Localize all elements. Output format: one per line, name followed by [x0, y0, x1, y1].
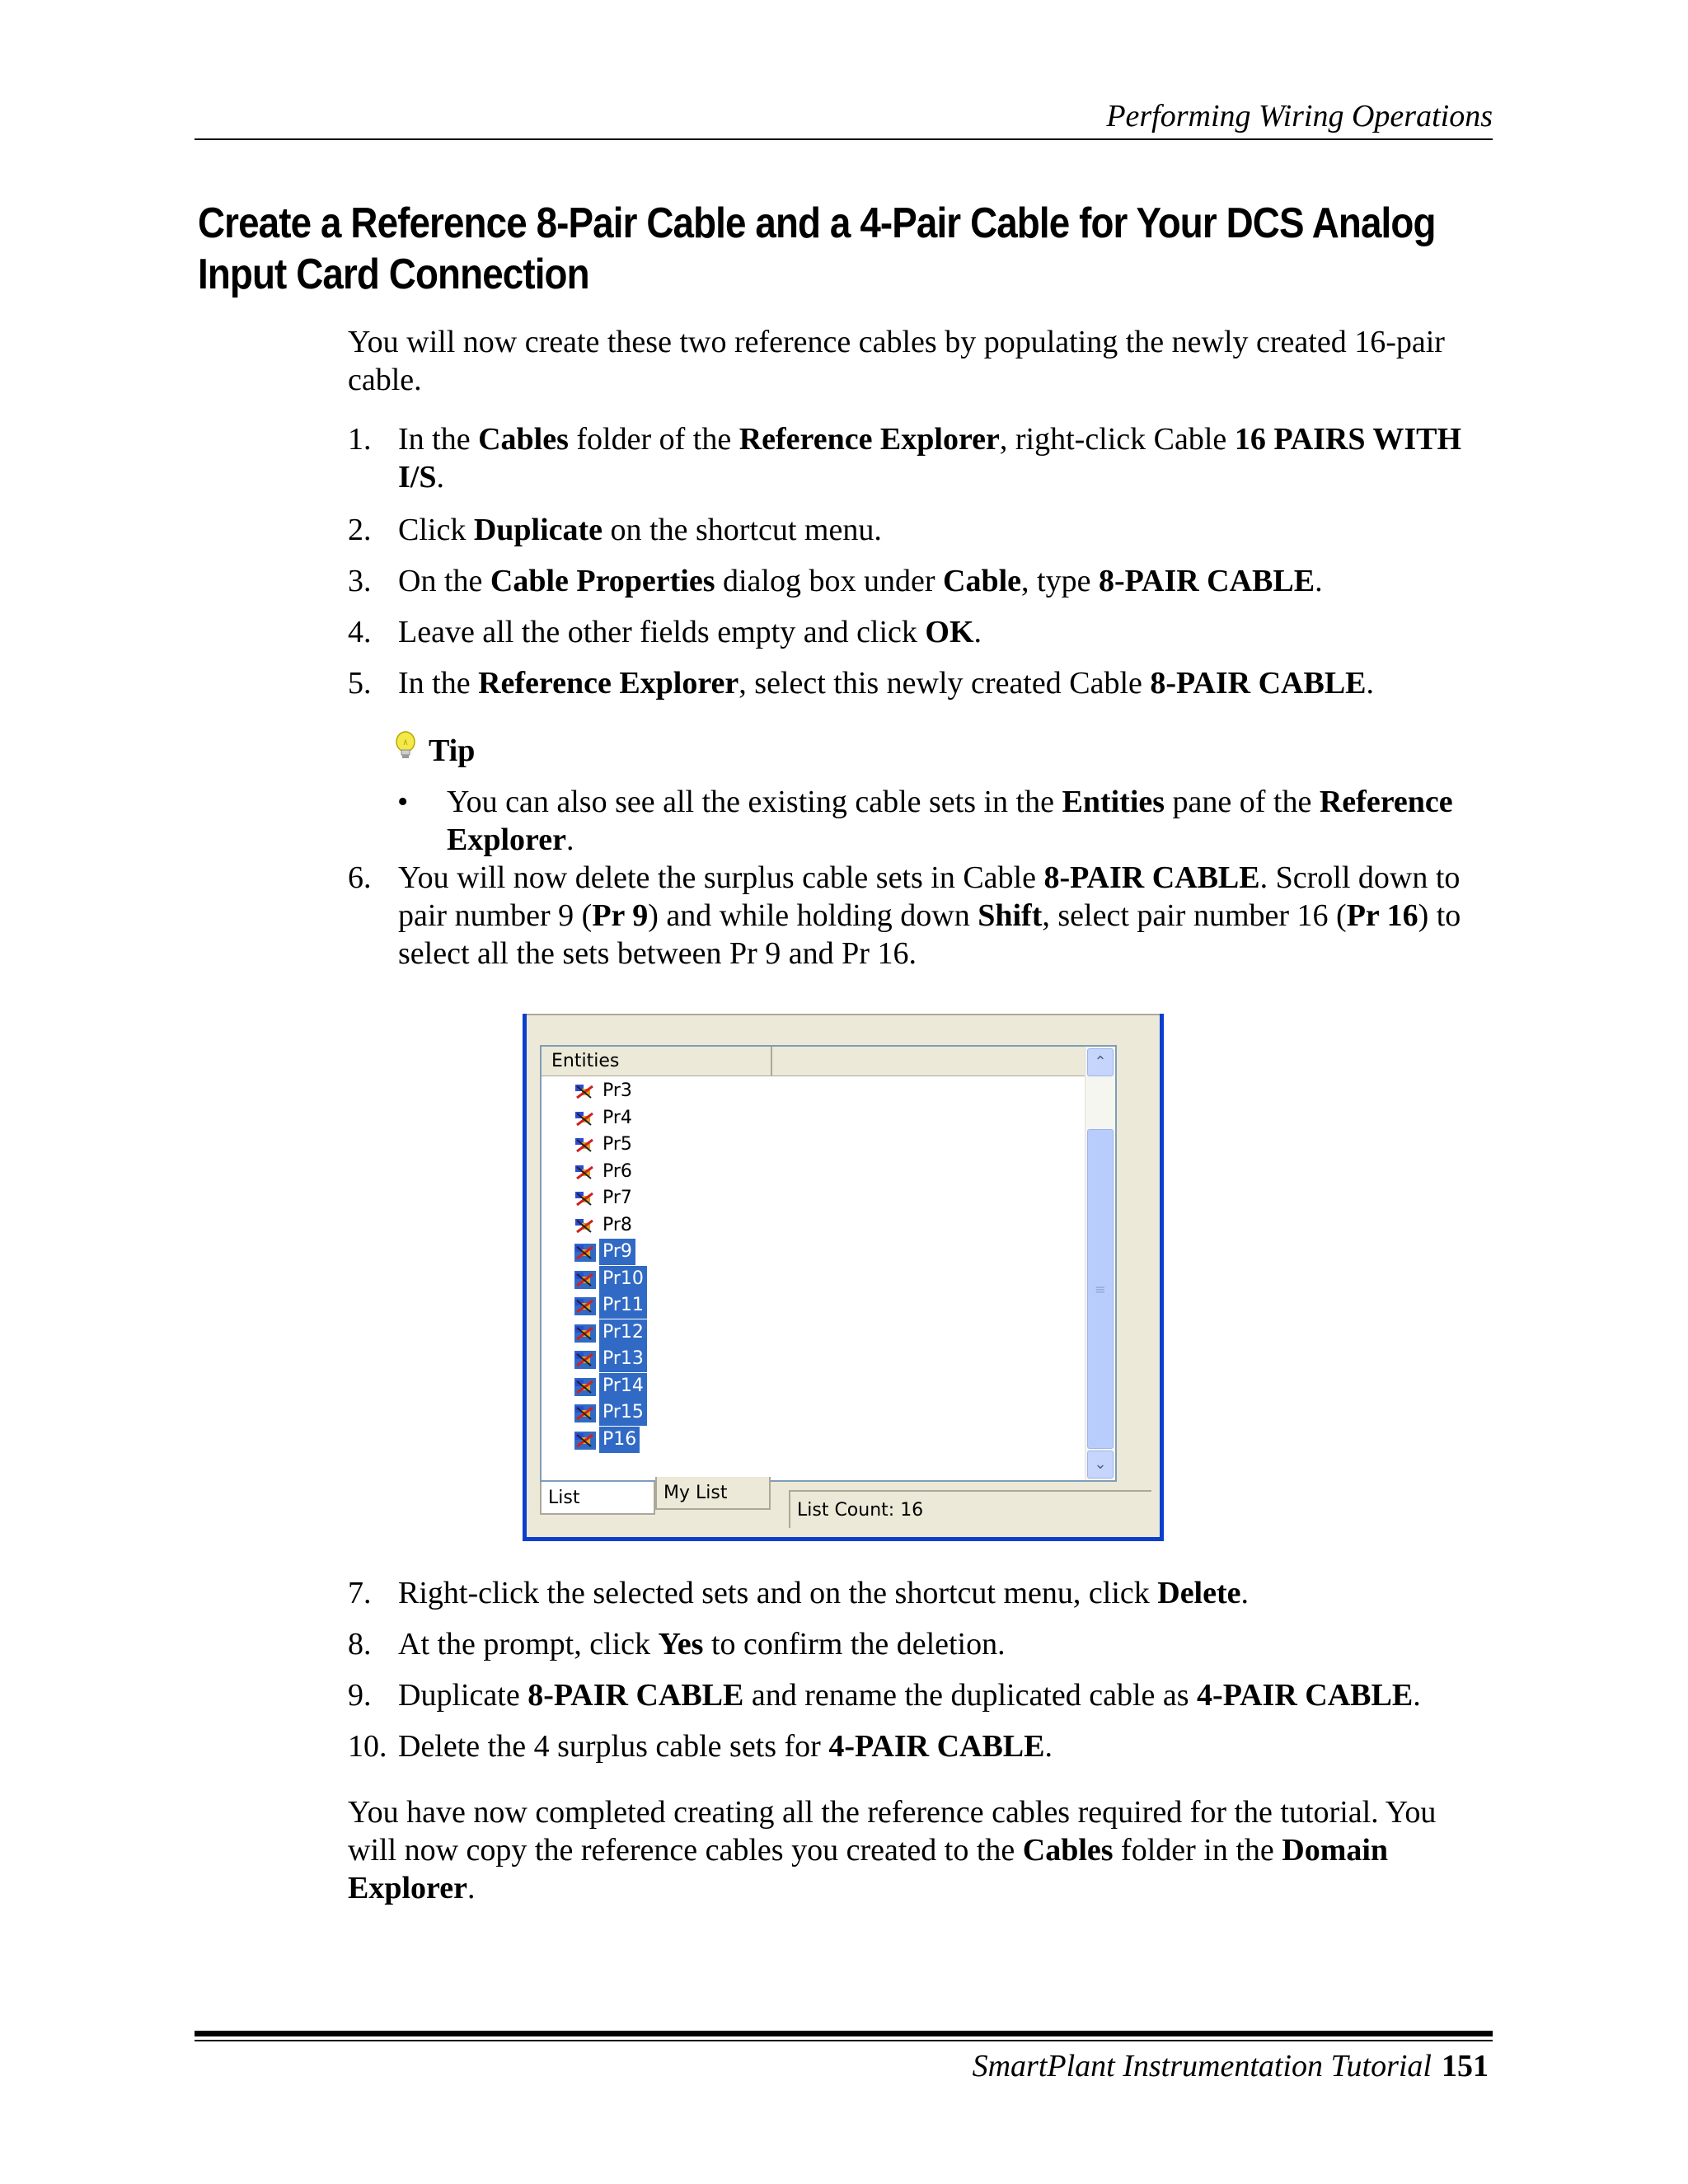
page-footer [195, 2047, 1489, 2085]
step-2 [348, 511, 1493, 549]
text-run: folder of the [568, 422, 739, 457]
step-number: 5. [348, 666, 372, 701]
column-header-entities[interactable]: Entities [542, 1047, 772, 1076]
header-rule [195, 138, 1493, 140]
cable-set-icon [574, 1164, 596, 1182]
list-item-label: Pr14 [599, 1373, 647, 1399]
step-text [398, 859, 1493, 972]
step-number: 8. [348, 1627, 372, 1661]
text-run: Leave all the other fields empty and click [398, 615, 926, 649]
tip-bullet [397, 783, 1469, 859]
step-10 [348, 1727, 1493, 1765]
bold-term: Yes [658, 1627, 704, 1661]
cable-set-icon [574, 1190, 596, 1208]
text-run: , type [1021, 564, 1099, 598]
step-text [398, 613, 1493, 651]
bold-term: Cable [943, 564, 1022, 598]
step-number: 10. [348, 1729, 387, 1764]
text-run: ) and while holding down [648, 898, 978, 933]
text-run: Delete the 4 surplus cable sets for [398, 1729, 829, 1764]
bold-term: 8-PAIR CABLE [1098, 564, 1315, 598]
bold-term: 4-PAIR CABLE [1197, 1678, 1414, 1713]
bold-term: Pr 16 [1346, 898, 1418, 933]
bold-term: Pr 9 [592, 898, 649, 933]
step-text [398, 664, 1493, 702]
step-text [398, 562, 1493, 600]
step-number: 4. [348, 615, 372, 649]
closing-paragraph [348, 1793, 1485, 1907]
step-text [398, 420, 1493, 496]
bold-term: Cables [1022, 1833, 1114, 1868]
cable-set-icon [574, 1244, 596, 1262]
step-5 [348, 664, 1493, 702]
bold-term: Reference Explorer [447, 785, 1453, 857]
list-item-label: Pr3 [603, 1080, 632, 1101]
vertical-scrollbar[interactable] [1085, 1047, 1115, 1480]
list-item-label: Pr7 [603, 1188, 632, 1208]
text-run: , select pair number 16 ( [1042, 898, 1347, 933]
step-text [398, 511, 1493, 549]
page-number: 151 [1442, 2049, 1489, 2083]
step-number: 1. [348, 422, 372, 457]
text-run: Click [398, 513, 474, 547]
step-text [398, 1625, 1493, 1663]
list-header [542, 1047, 1092, 1076]
list-item-label: P16 [599, 1427, 640, 1453]
section-title: Create a Reference 8-Pair Cable and a 4-Pair Cable for Your DCS Analog Input Card Connection [198, 199, 1436, 298]
cable-set-icon [574, 1404, 596, 1422]
step-number: 7. [348, 1576, 372, 1610]
cable-set-icon [574, 1324, 596, 1343]
entities-list[interactable] [540, 1045, 1117, 1482]
intro-paragraph: You will now create these two reference cables by populating the newly created 16-pair cable. [348, 325, 1445, 397]
text-run: Right-click the selected sets and on the shortcut menu, click [398, 1576, 1158, 1610]
cable-set-icon [574, 1271, 596, 1289]
list-item-label: Pr5 [603, 1134, 632, 1155]
scrollbar-thumb[interactable]: ≡ [1087, 1129, 1114, 1449]
list-item-label: Pr12 [599, 1319, 647, 1346]
footer-rule-thick [195, 2031, 1493, 2036]
cable-set-icon [574, 1378, 596, 1396]
list-count-status: List Count: 16 [789, 1490, 1151, 1528]
tab-my-list[interactable]: My List [655, 1477, 771, 1510]
bold-term: Cable Properties [490, 564, 715, 598]
step-number: 3. [348, 564, 372, 598]
text-run: On the [398, 564, 490, 598]
bold-term: Entities [1062, 785, 1165, 819]
text-run: on the shortcut menu. [603, 513, 882, 547]
bold-term: Domain Explorer [348, 1833, 1389, 1905]
cable-set-icon [574, 1083, 596, 1101]
list-item-label: Pr8 [603, 1214, 632, 1235]
screenshot-edge [527, 1014, 1160, 1015]
text-run: , right-click Cable [999, 422, 1235, 457]
text-run: . [1413, 1678, 1421, 1713]
step-number: 6. [348, 860, 372, 895]
bold-term: Shift [978, 898, 1043, 933]
list-item-label: Pr9 [599, 1239, 635, 1265]
cable-set-icon [574, 1217, 596, 1235]
step-3 [348, 562, 1493, 600]
step-text [398, 1727, 1493, 1765]
step-text [398, 1574, 1493, 1612]
footer-rule-thin [195, 2040, 1493, 2041]
step-7 [348, 1574, 1493, 1612]
bold-term: 8-PAIR CABLE [1150, 666, 1367, 701]
running-head: Performing Wiring Operations [1106, 99, 1493, 134]
step-number: 2. [348, 513, 372, 547]
bold-term: Duplicate [473, 513, 603, 547]
cable-set-icon [574, 1351, 596, 1369]
bold-term: 8-PAIR CABLE [528, 1678, 744, 1713]
text-run: Duplicate [398, 1678, 528, 1713]
step-6 [348, 859, 1493, 972]
list-item-label: Pr11 [599, 1292, 647, 1319]
text-run: . [973, 615, 982, 649]
arrow-up-icon[interactable]: ⌃ [1087, 1048, 1114, 1076]
text-run: to confirm the deletion. [703, 1627, 1006, 1661]
footer-title: SmartPlant Instrumentation Tutorial [972, 2049, 1432, 2083]
lightbulb-icon [394, 730, 427, 766]
text-run: and rename the duplicated cable as [743, 1678, 1198, 1713]
bold-term: 4-PAIR CABLE [828, 1729, 1045, 1764]
bold-term: Cables [478, 422, 569, 457]
bold-term: OK [925, 615, 974, 649]
text-run: pane of the [1165, 785, 1320, 819]
text-run: . [1240, 1576, 1250, 1610]
text-run: . [467, 1871, 476, 1905]
bold-term: Delete [1157, 1576, 1241, 1610]
list-item-label: Pr4 [603, 1107, 632, 1128]
text-run: In the [398, 422, 479, 457]
text-run: . [1044, 1729, 1053, 1764]
text-run: You will now delete the surplus cable sets in Cable [398, 860, 1044, 895]
text-run: You have now completed creating all the reference cables required for the tutorial. You will now copy the reference cables you created to the [348, 1795, 1437, 1868]
list-item-label: Pr6 [603, 1160, 632, 1182]
text-run: . [436, 460, 444, 494]
tip-label: Tip [429, 733, 476, 768]
bold-term: Reference Explorer [478, 666, 739, 701]
tab-list[interactable]: List [540, 1482, 655, 1515]
step-text [398, 1676, 1493, 1714]
step-number: 9. [348, 1678, 372, 1713]
list-item-label: Pr10 [599, 1266, 647, 1292]
text-run: . Scroll down to pair number 9 ( [398, 860, 1461, 933]
cable-set-icon [574, 1432, 596, 1450]
bold-term: Reference Explorer [738, 422, 1000, 457]
text-run: folder in the [1113, 1833, 1282, 1868]
cable-set-icon [574, 1137, 596, 1155]
step-8 [348, 1625, 1493, 1663]
entities-list-screenshot [523, 1014, 1164, 1541]
text-run: At the prompt, click [398, 1627, 659, 1661]
text-run: dialog box under [715, 564, 944, 598]
list-item-label: Pr15 [599, 1399, 647, 1426]
text-run: . [565, 823, 574, 857]
text-run: In the [398, 666, 479, 701]
cable-set-icon [574, 1110, 596, 1128]
arrow-down-icon[interactable]: ⌄ [1087, 1451, 1114, 1479]
step-4 [348, 613, 1493, 651]
step-1 [348, 420, 1493, 496]
step-9 [348, 1676, 1493, 1714]
text-run: You can also see all the existing cable sets in the [447, 785, 1062, 819]
bold-term: 8-PAIR CABLE [1043, 860, 1260, 895]
text-run: . [1366, 666, 1375, 701]
bold-term: 16 PAIRS WITH I/S [398, 422, 1462, 494]
text-run: . [1315, 564, 1323, 598]
bullet-dot: • [397, 785, 409, 819]
text-run: , select this newly created Cable [738, 666, 1151, 701]
text-run: ) to select all the sets between Pr 9 and Pr 16. [398, 898, 1461, 971]
cable-set-icon [574, 1297, 596, 1315]
list-item-label: Pr13 [599, 1346, 647, 1372]
